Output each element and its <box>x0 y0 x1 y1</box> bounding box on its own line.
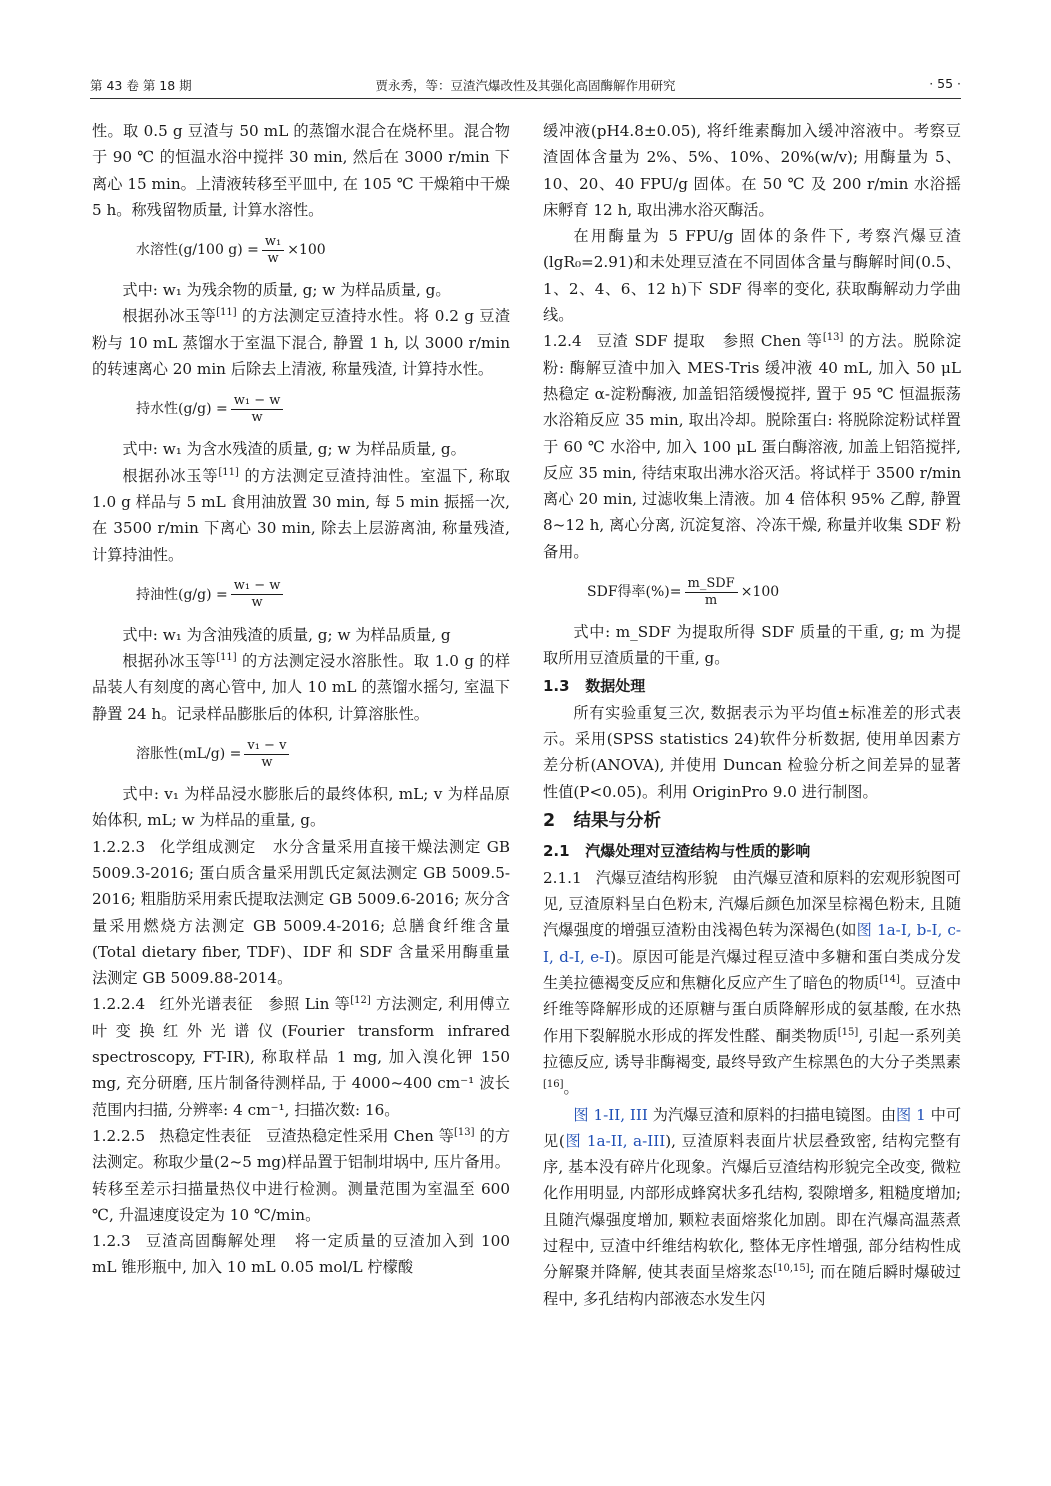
section-title: 汽爆豆渣结构形貌 <box>595 868 718 887</box>
left-column <box>92 118 510 1281</box>
equation-fraction <box>685 576 738 609</box>
paragraph: 所有实验重复三次, 数据表示为平均值±标准差的形式表示。采用(SPSS statistics 24)软件分析数据, 使用单因素方差分析(ANOVA), 并使用 Duncan 检验分析之间差异的显著性值(P<0.05)。利用 OriginPro 9.0 进行制图。 <box>543 703 961 801</box>
text-run: 为汽爆豆渣和原料的扫描电镜图。由 <box>647 1105 897 1124</box>
citation[interactable]: [15] <box>837 1026 859 1038</box>
section-text: 方法测定, 利用傅立叶变换红外光谱仪(Fourier transform infrared spectroscopy, FT-IR), 称取样品 1 mg, 加入溴化钾 150 mg, 充分研磨, 压片制备待测样品, 于 4000~400 cm⁻¹ 波长范围内扫描, 分辨率: 4 cm⁻¹, 扫描次数: 16。 <box>92 995 511 1119</box>
journal-volume-issue: 第 43 卷 第 18 期 <box>90 78 192 93</box>
section-title: 红外光谱表征 <box>159 995 253 1014</box>
paragraph <box>92 303 510 382</box>
equation-lhs: 水溶性(g/100 g) = <box>136 242 259 259</box>
citation[interactable]: [16] <box>543 1079 564 1091</box>
paragraph: 在用酶量为 5 FPU/g 固体的条件下, 考察汽爆豆渣(lgR₀=2.91)和未处理豆渣在不同固体含量与酶解时间(0.5、1、2、4、6、12 h)下 SDF 得率的变化, 获取酶解动力学曲线。 <box>543 227 961 325</box>
figure-link[interactable]: 图 1-II, III <box>573 1105 648 1124</box>
section-text: 由汽爆豆渣和原料的宏观形貌图可见, 豆渣原料呈白色粉末, 汽爆后颜色加深呈棕褐色粉末, 且随汽爆强度的增强豆渣粉由浅褐色转为深褐色(如 <box>543 868 962 940</box>
section-1-2-3 <box>92 1228 510 1281</box>
text-run: 根据孙冰玉等 <box>122 652 217 671</box>
paragraph: 式中: w₁ 为含水残渣的质量, g; w 为样品质量, g。 <box>122 440 466 459</box>
numerator: w₁ − w <box>231 393 284 410</box>
section-text: 。 <box>563 1079 579 1098</box>
denominator: w <box>267 250 279 266</box>
equation-lhs: 持油性(g/g) = <box>136 586 228 603</box>
citation[interactable]: [12] <box>350 995 371 1007</box>
section-title: 数据处理 <box>585 676 646 695</box>
citation[interactable]: [11] <box>216 307 237 319</box>
equation-fraction <box>231 393 284 426</box>
section-text: 的方法。脱除淀粉: 酶解豆渣中加入 MES-Tris 缓冲液 40 mL, 加入 50 μL 热稳定 α-淀粉酶液, 加盖铝箔缓慢搅拌, 置于 95 ℃ 恒温振荡水浴箱反应 35 min, 取出冷却。脱除蛋白: 将脱除淀粉试样置于 60 ℃ 水浴中, 加入 100 μL 蛋白酶溶液, 加盖上铝箔搅拌, 反应 35 min, 待结束取出沸水浴灭活。将试样于 3500 r/min 离心 20 min, 过滤收集上清液。加 4 倍体积 95% 乙醇, 静置 8~12 h, 离心分离, 沉淀复溶、冷冻干燥, 称量并收集 SDF 粉备用。 <box>543 332 962 561</box>
denominator: w <box>251 409 263 425</box>
equation-sdf-yield <box>587 571 961 613</box>
citation[interactable]: [13] <box>822 332 844 344</box>
heading-2 <box>543 806 961 836</box>
equation-oil-holding <box>136 574 510 616</box>
section-1-2-2-5 <box>92 1123 510 1228</box>
text-run: 根据孙冰玉等 <box>122 307 217 326</box>
text-run: 中可见( <box>543 1105 962 1150</box>
figure-link[interactable]: 图 1 <box>896 1105 926 1124</box>
paragraph: 式中: w₁ 为残余物的质量, g; w 为样品质量, g。 <box>122 281 451 300</box>
citation[interactable]: [14] <box>879 973 900 985</box>
section-number: 1.3 <box>543 676 570 695</box>
numerator: w₁ − w <box>231 578 284 595</box>
equation-swelling <box>136 733 510 775</box>
section-1-2-2-3 <box>92 834 510 992</box>
text-run: 的方法测定豆渣持油性。室温下, 称取 1.0 g 样品与 5 mL 食用油放置 30 min, 每 5 min 振摇一次, 在 3500 r/min 下离心 30 min, 除去上层游离油, 称量残渣, 计算持油性。 <box>92 466 511 564</box>
section-text: )。原因可能是汽爆过程豆渣中多糖和蛋白类成分发生美拉德褐变反应和焦糖化反应产生了暗色的物质 <box>543 947 961 993</box>
section-title: 豆渣 SDF 提取 <box>595 332 706 351</box>
section-text: 豆渣热稳定性采用 Chen 等 <box>266 1126 455 1145</box>
equation-water-holding <box>136 388 510 430</box>
text-run: 根据孙冰玉等 <box>122 466 219 485</box>
section-number: 1.2.2.4 <box>92 995 146 1014</box>
equation-fraction <box>262 234 284 267</box>
section-number: 2.1.1 <box>543 868 582 887</box>
section-2-1-1 <box>543 865 961 1102</box>
denominator: m <box>704 592 718 608</box>
section-text: 参照 Lin 等 <box>268 995 351 1014</box>
paragraph <box>543 1102 961 1312</box>
paragraph: 式中: w₁ 为含油残渣的质量, g; w 为样品质量, g <box>122 625 451 644</box>
numerator: w₁ <box>262 234 284 251</box>
citation[interactable]: [11] <box>216 652 237 664</box>
section-number: 1.2.2.3 <box>92 837 146 856</box>
paragraph <box>92 648 510 727</box>
section-title: 化学组成测定 <box>159 837 257 856</box>
numerator: m_SDF <box>685 576 738 593</box>
equation-lhs: 持水性(g/g) = <box>136 401 228 418</box>
section-title: 汽爆处理对豆渣结构与性质的影响 <box>585 841 811 860</box>
running-header <box>90 72 961 99</box>
section-number: 1.2.4 <box>543 332 582 351</box>
section-title: 热稳定性表征 <box>159 1126 252 1145</box>
denominator: w <box>261 754 273 770</box>
paragraph: 缓冲液(pH4.8±0.05), 将纤维素酶加入缓冲溶液中。考察豆渣固体含量为 2%、5%、10%、20%(w/v); 用酶量为 5、10、20、40 FPU/g 固体。在 50 ℃ 及 200 r/min 水浴摇床孵育 12 h, 取出沸水浴灭酶活。 <box>543 122 961 219</box>
equation-lhs: SDF得率(%)= <box>587 583 682 600</box>
equation-fraction <box>231 578 284 611</box>
section-1-2-4 <box>543 328 961 565</box>
numerator: v₁ − v <box>244 738 289 755</box>
section-text: 的方法测定。称取少量(2~5 mg)样品置于铝制坩埚中, 压片备用。转移至差示扫描量热仪中进行检测。测量范围为室温至 600 ℃, 升温速度设定为 10 ℃/min。 <box>92 1126 511 1224</box>
equation-rhs: ×100 <box>287 242 326 259</box>
section-number: 1.2.2.5 <box>92 1126 146 1145</box>
running-title: 贾永秀，等：豆渣汽爆改性及其强化高固酶解作用研究 <box>375 78 676 93</box>
section-title: 结果与分析 <box>573 810 661 831</box>
section-text: 参照 Chen 等 <box>722 332 823 351</box>
section-1-2-2-4 <box>92 991 510 1122</box>
section-text: , 引起一系列美拉德反应, 诱导非酶褐变, 最终导致产生棕黑色的大分子类黑素 <box>543 1026 962 1071</box>
text-run: ; 而在随后瞬时爆破过程中, 多孔结构内部液态水发生闪 <box>543 1263 961 1308</box>
text-run: 的方法测定豆渣持水性。将 0.2 g 豆渣粉与 10 mL 蒸馏水于室温下混合, 静置 1 h, 以 3000 r/min 的转速离心 20 min 后除去上清液, 称量残渣, 计算持水性。 <box>92 307 511 379</box>
section-number: 2 <box>543 810 556 831</box>
citation[interactable]: [10,15] <box>773 1263 810 1275</box>
equation-lhs: 溶胀性(mL/g) = <box>136 745 242 762</box>
section-text: 。豆渣中纤维等降解形成的还原糖与蛋白质降解形成的氨基酸, 在水热作用下裂解脱水形成的挥发性醛、酮类物质 <box>543 974 962 1045</box>
section-text: 将一定质量的豆渣加入到 100 mL 锥形瓶中, 加入 10 mL 0.05 mol/L 柠檬酸 <box>92 1232 511 1277</box>
equation-water-solubility <box>136 229 510 271</box>
figure-link[interactable]: 图 1a-I, b-I, c-I, d-I, e-I <box>543 921 961 966</box>
heading-1-3 <box>543 672 961 700</box>
equation-fraction <box>244 738 289 771</box>
paragraph: 式中: m_SDF 为提取所得 SDF 质量的干重, g; m 为提取所用豆渣质量的干重, g。 <box>543 623 961 668</box>
citation[interactable]: [13] <box>454 1126 475 1138</box>
citation[interactable]: [11] <box>218 466 239 478</box>
section-number: 1.2.3 <box>92 1232 131 1251</box>
section-number: 2.1 <box>543 841 570 860</box>
equation-rhs: ×100 <box>740 583 780 600</box>
section-title: 豆渣高固酶解处理 <box>144 1232 277 1251</box>
figure-link[interactable]: 图 1a-II, a-III <box>564 1131 666 1150</box>
page-number: · 55 · <box>929 76 961 91</box>
text-run: 的方法测定浸水溶胀性。取 1.0 g 的样品装人有刻度的离心管中, 加人 10 mL 的蒸馏水摇匀, 室温下静置 24 h。记录样品膨胀后的体积, 计算溶胀性。 <box>92 652 511 723</box>
paragraph: 式中: v₁ 为样品浸水膨胀后的最终体积, mL; v 为样品原始体积, mL; w 为样品的重量, g。 <box>92 785 510 830</box>
paragraph: 性。取 0.5 g 豆渣与 50 mL 的蒸馏水混合在烧杯里。混合物于 90 ℃ 的恒温水浴中搅拌 30 min, 然后在 3000 r/min 下离心 15 min。上清液转移至平皿中, 在 105 ℃ 干燥箱中干燥 5 h。称残留物质量, 计算水溶性。 <box>92 122 510 219</box>
paragraph <box>92 463 510 568</box>
right-column <box>543 118 961 1312</box>
text-run: ), 豆渣原料表面片状层叠致密, 结构完整有序, 基本没有碎片化现象。汽爆后豆渣结构形貌完全改变, 微粒化作用明显, 内部形成蜂窝状多孔结构, 裂隙增多, 粗糙度增加; 且随汽爆强度增加, 颗粒表面熔浆化加剧。即在汽爆高温蒸煮过程中, 豆渣中纤维结构软化, 整体无序性增强, 部分结构性成分解聚并降解, 使其表面呈熔浆态 <box>543 1131 961 1282</box>
heading-2-1 <box>543 837 961 865</box>
denominator: w <box>251 595 263 611</box>
section-text: 水分含量采用直接干燥法测定 GB 5009.3-2016; 蛋白质含量采用凯氏定氮法测定 GB 5009.5-2016; 粗脂肪采用索氏提取法测定 GB 5009.6-2016; 灰分含量采用燃烧方法测定 GB 5009.4-2016; 总膳食纤维含量(Total dietary fiber, TDF)、IDF 和 SDF 含量采用酶重量法测定 GB 5009.88-2014。 <box>92 837 511 988</box>
